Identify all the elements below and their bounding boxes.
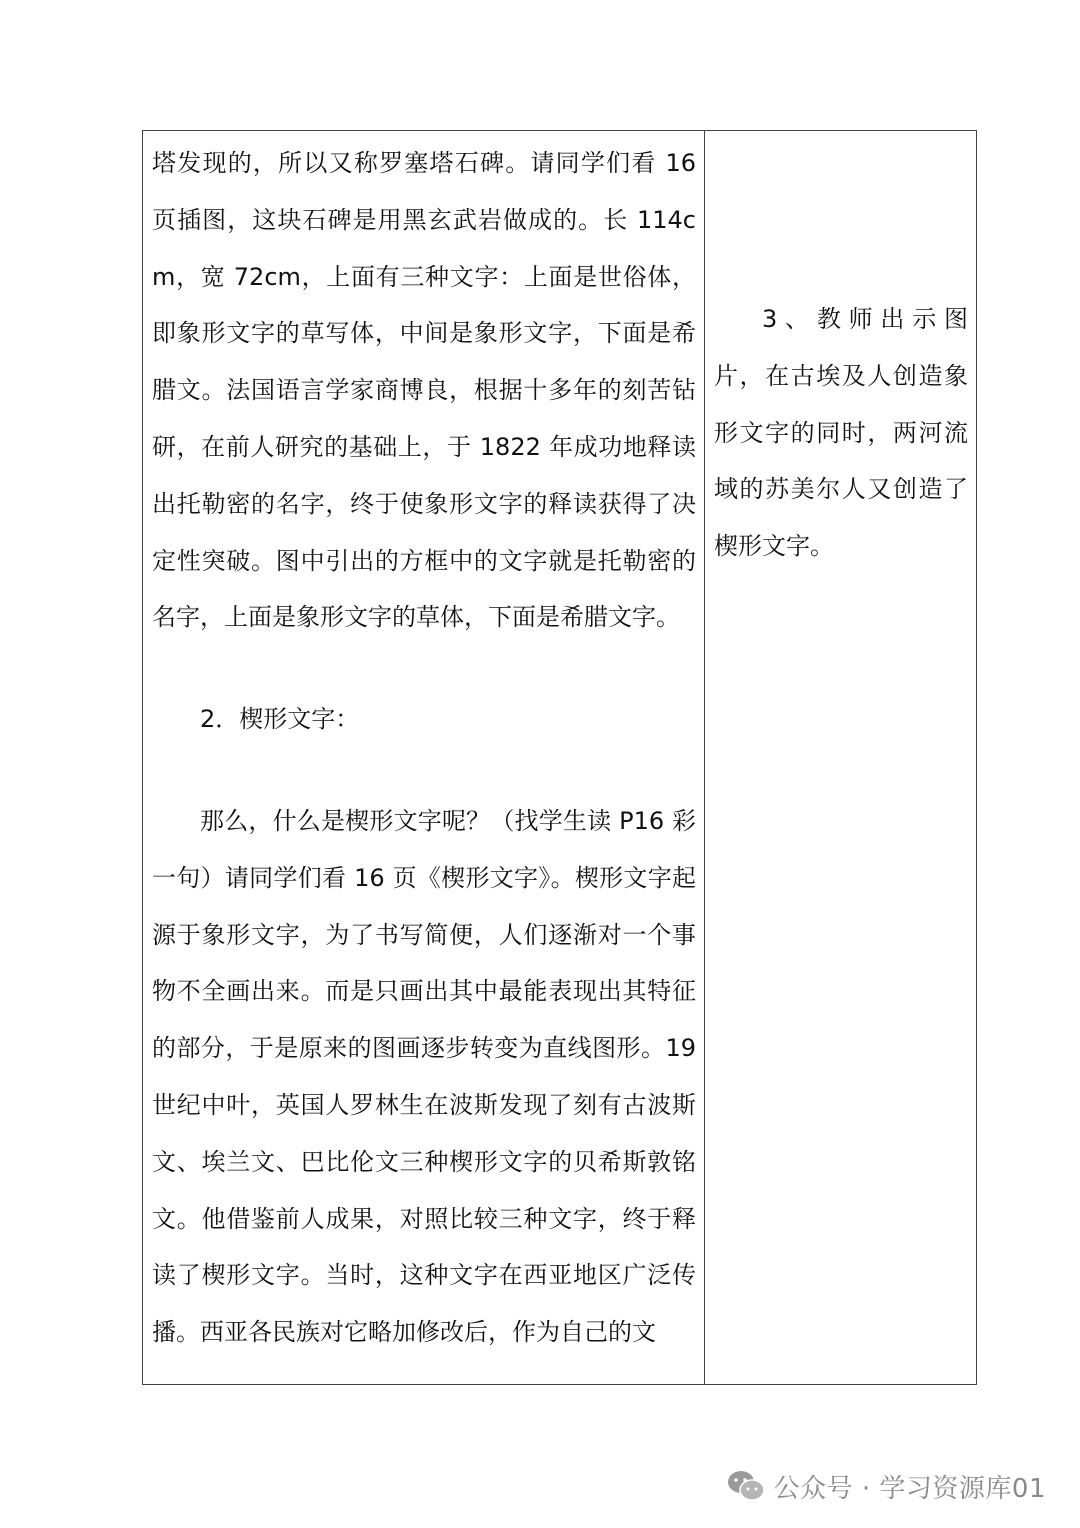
lesson-table (142, 130, 977, 1385)
teaching-content-column (143, 131, 705, 1384)
watermark-text: 公众号 · 学习资源库01 (773, 1473, 1046, 1504)
wechat-icon (726, 1469, 766, 1503)
rosetta-stone-paragraph: 塔发现的，所以又称罗塞塔石碑。请同学们看 16 页插图，这块石碑是用黑玄武岩做成的。长 114cm，宽 72cm，上面有三种文字：上面是世俗体，即象形文字的草写体，中间是象形文字，下面是希腊文。法国语言学家商博良，根据十多年的刻苦钻研，在前人研究的基础上，于 1822 年成功地释读出托勒密的名字，终于使象形文字的释读获得了决定性突破。图中引出的方框中的文字就是托勒密的名字，上面是象形文字的草体，下面是希腊文字。 (152, 149, 696, 632)
teacher-activity-column (705, 131, 976, 1384)
teacher-activity-paragraph: 3、教师出示图片，在古埃及人创造象形文字的同时，两河流域的苏美尔人又创造了楔形文字。 (714, 305, 968, 561)
cuneiform-paragraph: 那么，什么是楔形文字呢？（找学生读 P16 彩一句）请同学们看 16 页《楔形文字》。楔形文字起源于象形文字，为了书写简便，人们逐渐对一个事物不全画出来。而是只画出其中最能表现出其特征的部分，于是原来的图画逐步转变为直线图形。19 世纪中叶，英国人罗林生在波斯发现了刻有古波斯文、埃兰文、巴比伦文三种楔形文字的贝希斯敦铭文。他借鉴前人成果，对照比较三种文字，终于释读了楔形文字。当时，这种文字在西亚地区广泛传播。西亚各民族对它略加修改后，作为自己的文 (152, 806, 696, 1347)
cuneiform-heading: 2．楔形文字： (200, 705, 360, 734)
watermark (726, 1466, 1046, 1506)
